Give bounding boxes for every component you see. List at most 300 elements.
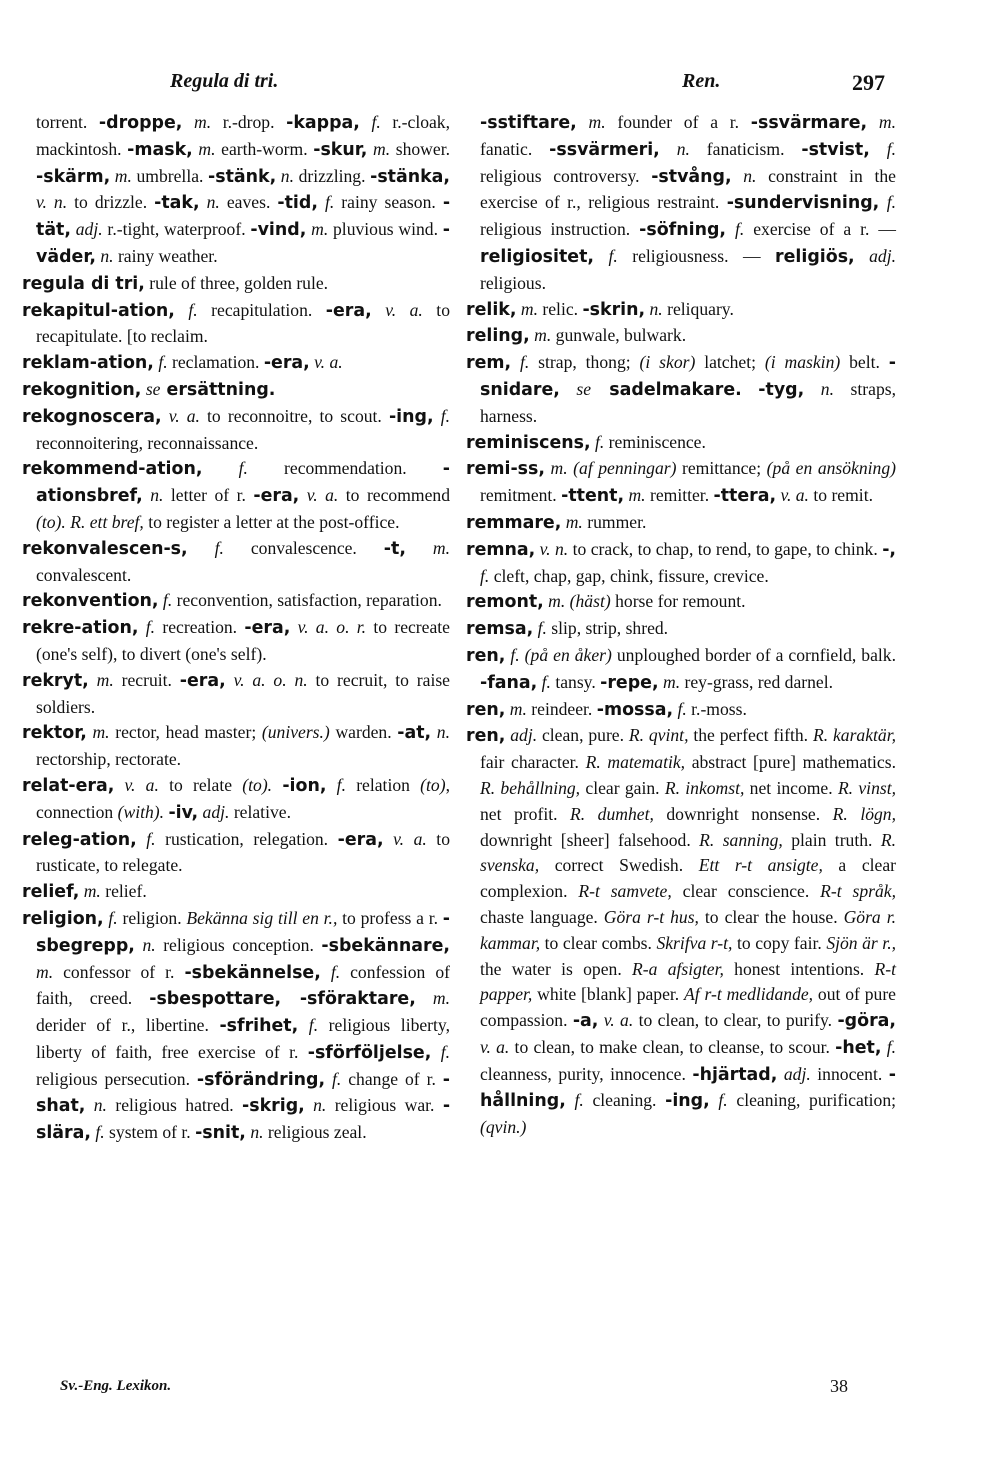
headword: -ationsbref, [36, 459, 451, 507]
headword: sadelmakare. [591, 379, 742, 400]
running-head-right: Ren. [682, 70, 721, 92]
definition-text: umbrella. [131, 165, 209, 186]
definition-text: torrent. [36, 112, 99, 132]
definition-text: to reconnoitre, to scout. [199, 405, 389, 426]
grammar-label: m. [867, 112, 896, 132]
dictionary-entry [22, 110, 450, 271]
page-header [0, 70, 992, 100]
dictionary-entry [466, 537, 896, 590]
definition-text: fair character. [480, 752, 586, 773]
headword: -stänk, [208, 166, 277, 187]
grammar-label: f. [320, 961, 341, 982]
headword: religiös, [775, 246, 855, 267]
dictionary-entry [22, 773, 450, 827]
definition-text: , connection [36, 774, 450, 822]
grammar-label: Ett r-t ansigte, [698, 855, 823, 876]
definition-text: plain truth. [782, 829, 881, 850]
definition-text: religious controversy. [480, 165, 652, 186]
grammar-label: m. [306, 219, 329, 240]
grammar-label: Göra r. kammar, [480, 906, 896, 953]
definition-text: reconnoitering, reconnaissance. [36, 432, 259, 453]
definition-text: religious persecution. [36, 1068, 197, 1089]
dictionary-entry [22, 668, 450, 721]
definition-text: religious conception. [155, 934, 322, 955]
definition-text: abstract [pure] mathematics. [685, 752, 896, 773]
definition-text: rectorship, rectorate. [36, 749, 182, 770]
grammar-label: m. [405, 537, 450, 558]
definition-text: downright nonsense. [653, 803, 833, 824]
definition-text: confessor of r. [53, 961, 185, 982]
definition-text: relative. [229, 801, 291, 822]
definition-text [272, 775, 282, 795]
definition-text: change of r. [341, 1068, 443, 1089]
grammar-label: R. sanning, [699, 829, 783, 850]
grammar-label: (i skor) [639, 352, 696, 373]
headword: -skärm, [36, 166, 111, 187]
dictionary-entry [22, 404, 450, 457]
definition-text: religious zeal. [263, 1122, 367, 1143]
grammar-label: (i maskin) [764, 352, 841, 373]
grammar-label: f. [590, 431, 605, 452]
definition-text: warden. [329, 722, 398, 743]
headword: -ion, [282, 775, 327, 796]
grammar-label: adj. [854, 245, 897, 266]
grammar-label: f. (på en åker) [505, 644, 612, 665]
signature-mark: Sv.-Eng. Lexikon. [60, 1378, 172, 1394]
headword: ren, [466, 726, 506, 747]
definition-text: religious hatred. [106, 1095, 243, 1116]
dictionary-entry [466, 456, 896, 510]
grammar-label: f. [298, 1015, 319, 1036]
definition-text: reconvention, satisfaction, reparation. [172, 590, 442, 611]
grammar-label: Sjön är r., [826, 932, 896, 953]
dictionary-entry [22, 377, 450, 404]
grammar-label: adj. [198, 801, 230, 822]
headword: regula di tri, [22, 273, 145, 294]
grammar-label: m. [624, 485, 646, 506]
definition-text: convalescence. [223, 537, 384, 558]
grammar-label: (to) [420, 774, 446, 795]
grammar-label: m. [415, 988, 450, 1009]
headword: rekryt, [22, 670, 89, 691]
headword: -iv, [168, 802, 199, 823]
headword: -skrig, [242, 1096, 305, 1117]
grammar-label: f. [565, 1090, 584, 1111]
definition-text: recruit. [113, 669, 180, 690]
definition-text: clear gain. [580, 777, 665, 798]
definition-text: reminiscence. [604, 431, 706, 452]
grammar-label: f. [594, 245, 618, 266]
dictionary-entry [466, 589, 896, 616]
definition-text: founder of a r. [605, 112, 751, 132]
grammar-label: f. [326, 774, 346, 795]
definition-text: convalescent. [36, 564, 132, 585]
headword: -sbespottare, -sföraktare, [149, 989, 416, 1010]
definition-text: net profit. [480, 803, 571, 824]
grammar-label: f. [480, 565, 490, 586]
grammar-label: v. a. [776, 485, 809, 506]
definition-text: rule of three, golden rule. [144, 272, 329, 293]
dictionary-entry [466, 430, 896, 457]
definition-text: recreation. [155, 617, 245, 638]
definition-text: confession of faith, creed. [36, 961, 450, 1009]
definition-text: pluvious wind. [328, 219, 443, 240]
grammar-label: se [559, 378, 592, 399]
dictionary-entry [466, 510, 896, 537]
definition-text: slip, strip, shred. [546, 618, 669, 639]
definition-text: eaves. [219, 192, 278, 213]
definition-text: relic. [537, 298, 583, 319]
definition-text: cleft, chap, gap, chink, fissure, crevice. [489, 565, 769, 586]
grammar-label: R. svenska, [480, 829, 896, 876]
grammar-label: se [141, 378, 161, 399]
grammar-label: f. [138, 617, 156, 638]
grammar-label: f. [153, 352, 168, 373]
definition-text: the water is open. [480, 958, 633, 979]
dictionary-entry [22, 350, 450, 377]
grammar-label: f. [537, 671, 551, 692]
grammar-label: R. behållning, [480, 777, 581, 798]
definition-text: to copy fair. [732, 932, 827, 953]
signature-number: 38 [830, 1376, 848, 1396]
definition-text: reliquary. [662, 298, 734, 319]
definition-text: clean, pure. [537, 725, 629, 746]
grammar-label: R-a afsigter, [632, 958, 724, 979]
grammar-label: v. a. [480, 1036, 510, 1057]
headword: remont, [466, 592, 544, 613]
dictionary-entry [466, 110, 896, 297]
page-number: 297 [852, 70, 885, 95]
grammar-label: m. [516, 298, 538, 319]
grammar-label: (qvin.) [480, 1117, 527, 1138]
grammar-label: m. [110, 165, 132, 186]
definition-text: to clear the house. [698, 906, 844, 927]
definition-text: gunwale, bulwark. [551, 325, 687, 346]
grammar-label: n. [85, 1095, 107, 1116]
headword: -tyg, [758, 379, 805, 400]
headword: -mossa, [596, 699, 674, 720]
grammar-label: f. [136, 828, 156, 849]
dictionary-entry [22, 906, 450, 1147]
dictionary-entry [466, 616, 896, 643]
definition-text: to profess a r. [337, 907, 443, 928]
headword: -sundervisning, [726, 193, 880, 214]
definition-text: cleaning, purification; [727, 1090, 897, 1111]
definition-text: to clean, to clear, to purify. [633, 1010, 838, 1031]
definition-text: system of r. [104, 1122, 196, 1143]
grammar-label: f. [90, 1122, 105, 1143]
definition-text: rainy weather. [113, 245, 218, 266]
grammar-label: (to). [242, 774, 273, 795]
grammar-label: m. [192, 138, 216, 159]
definition-text: rector, head master; [109, 722, 262, 743]
headword: -sfrihet, [219, 1016, 299, 1037]
grammar-label: f. [317, 192, 335, 213]
grammar-label: m. [36, 961, 54, 982]
dictionary-entry [466, 643, 896, 697]
dictionary-entry [466, 697, 896, 724]
dictionary-entry [466, 323, 896, 350]
headword: relik, [466, 299, 517, 320]
grammar-label: R. matematik, [585, 752, 686, 773]
definition-text: horse for remount. [610, 591, 746, 612]
headword: -sbekännare, [321, 935, 450, 956]
definition-text: r.-drop. [211, 112, 287, 132]
headword: rekre-ation, [22, 618, 139, 639]
definition-text: honest intentions. [723, 958, 875, 979]
definition-text: r.-moss. [686, 698, 747, 719]
definition-text: derider of r., libertine. [36, 1015, 220, 1036]
definition-text: constraint in the exercise of r., religious restraint. [480, 165, 896, 213]
headword: reklam-ation, [22, 353, 154, 374]
definition-text: remittance; [676, 458, 767, 479]
definition-text: rummer. [582, 511, 647, 532]
headword: -snidare, [480, 353, 897, 400]
headword: religiositet, [480, 246, 594, 267]
grammar-label: f. [533, 618, 547, 639]
definition-text: religious instruction. [480, 219, 640, 240]
left-column [22, 110, 450, 1147]
grammar-label: n. [134, 934, 156, 955]
headword: -tak, [154, 193, 200, 214]
grammar-label: R. lögn, [832, 803, 896, 824]
grammar-label: adj. [505, 725, 538, 746]
grammar-label: n. [645, 298, 663, 319]
definition-text: religious liberty, liberty of faith, free exercise of r. [36, 1015, 450, 1062]
headword: -skur, [313, 139, 368, 160]
definition-text: relief. [100, 881, 147, 902]
headword: -stänka, [370, 166, 451, 187]
grammar-label: R. inkomst, [664, 777, 745, 798]
grammar-label: n. [431, 722, 450, 743]
grammar-label: m. [86, 722, 110, 743]
grammar-label: m. (af penningar) [544, 458, 677, 479]
definition-text [742, 379, 759, 399]
running-head-left: Regula di tri. [170, 70, 279, 92]
grammar-label: n. [142, 485, 164, 506]
grammar-label: f. [174, 299, 198, 320]
grammar-label: Skrifva r-t, [656, 932, 733, 953]
headword: -era, [253, 486, 300, 507]
grammar-label: m. [79, 881, 101, 902]
definition-text: to crack, to chap, to rend, to gape, to chink. [568, 538, 883, 559]
definition-text: religious war. [326, 1095, 443, 1116]
grammar-label: m. [367, 138, 391, 159]
grammar-label: f. [869, 138, 896, 159]
grammar-label: Bekänna sig till en r., [186, 907, 338, 928]
dictionary-entry [22, 298, 450, 351]
definition-text: religious. [480, 272, 546, 293]
grammar-label: f. [359, 112, 381, 132]
headword: -sbegrepp, [36, 908, 451, 956]
headword: -stvist, [801, 139, 870, 160]
grammar-label: v. a. [371, 299, 423, 320]
grammar-label: R. dumhet, [570, 803, 654, 824]
grammar-label: Göra r-t hus, [603, 906, 699, 927]
definition-text: remitter. [645, 485, 714, 506]
definition-text: exercise of a r. — [744, 219, 897, 240]
grammar-label: v. a. [299, 485, 339, 506]
dictionary-entry [466, 297, 896, 324]
grammar-label: n. [731, 165, 757, 186]
definition-text: r.-cloak, mackintosh. [36, 112, 451, 159]
headword: -sstiftare, [480, 113, 577, 133]
definition-text: religiousness. — [617, 245, 776, 266]
definition-text: tansy. [550, 671, 601, 692]
grammar-label: f. [879, 192, 896, 213]
grammar-label: m. [182, 112, 212, 132]
definition-text: shower. [390, 138, 450, 159]
definition-text: religion. [117, 907, 187, 928]
headword: relat-era, [22, 775, 115, 796]
definition-text: reindeer. [526, 698, 597, 719]
headword: -era, [244, 618, 291, 639]
headword: remna, [466, 539, 536, 560]
grammar-label: R. karaktär, [812, 725, 897, 746]
headword: -ing, [388, 406, 434, 427]
grammar-label: f. [431, 1041, 451, 1062]
definition-text: cleanness, purity, innocence. [480, 1063, 693, 1084]
headword: -ssvärmare, [750, 113, 868, 133]
definition-text: to recruit, to raise soldiers. [36, 669, 450, 717]
headword: -stvång, [651, 166, 732, 187]
headword: remi-ss, [466, 459, 545, 480]
headword: rekommend-ation, [22, 459, 203, 480]
headword: -kappa, [286, 113, 360, 133]
definition-text: clear conscience. [671, 881, 821, 902]
grammar-label: (på en ansökning) [766, 458, 896, 479]
definition-text: to recreate (one's self), to divert (one's self). [36, 617, 450, 664]
definition-text: innocent. [810, 1063, 889, 1084]
definition-text: recommendation. [247, 458, 443, 479]
definition-text: cleaning. [583, 1090, 666, 1111]
headword: -at, [397, 723, 432, 744]
grammar-label: v. a. [161, 405, 200, 426]
definition-text: belt. [840, 352, 889, 373]
definition-text: out of pure compassion. [480, 984, 896, 1031]
headword: -t, [383, 538, 406, 559]
headword: relief, [22, 882, 80, 903]
headword: -era, [337, 829, 384, 850]
headword: rekonvalescen-s, [22, 538, 188, 559]
headword: -hjärtad, [692, 1064, 778, 1085]
grammar-label: v. a. [114, 774, 159, 795]
dictionary-entry [22, 588, 450, 615]
definition-text: net income. [744, 777, 838, 798]
grammar-label: R. vinst, [837, 777, 896, 798]
headword: religion, [22, 908, 104, 929]
definition-text: to remit. [808, 485, 873, 506]
dictionary-entry [22, 536, 450, 589]
dictionary-entry [22, 720, 450, 773]
definition-text: earth-worm. [215, 138, 314, 159]
definition-text: to register a letter at the post-office. [143, 511, 400, 532]
headword: -ssvärmeri, [549, 139, 660, 160]
grammar-label: v. a. [598, 1010, 634, 1031]
definition-text: strap, thong; [529, 352, 640, 373]
grammar-label: adj. [777, 1063, 811, 1084]
headword: -het, [835, 1037, 882, 1058]
headword: -sförföljelse, [307, 1042, 432, 1063]
grammar-label: n. [245, 1122, 264, 1143]
definition-text: a clear complexion. [480, 855, 896, 902]
definition-text: to relate [158, 774, 243, 795]
grammar-label: (to). R. ett bref, [36, 511, 144, 532]
grammar-label: v. n. [535, 538, 569, 559]
grammar-label: (with). [117, 801, 165, 822]
headword: -hållning, [480, 1064, 897, 1112]
grammar-label: R-t språk, [820, 881, 896, 902]
headword: -slära, [36, 1096, 451, 1144]
grammar-label: n. [276, 165, 294, 186]
grammar-label: R-t papper, [480, 958, 896, 1005]
definition-text: correct Swedish. [539, 855, 699, 876]
headword: reminiscens, [466, 432, 591, 453]
definition-text: latchet; [695, 352, 765, 373]
definition-text: to clean, to make clean, to cleanse, to scour. [509, 1036, 836, 1057]
definition-text: reclamation. [167, 352, 264, 373]
dictionary-entry [22, 827, 450, 880]
dictionary-entry [22, 879, 450, 906]
headword: ren, [466, 699, 506, 720]
headword: rekognoscera, [22, 406, 162, 427]
definition-text: to rusticate, to relegate. [36, 828, 450, 876]
grammar-label: f. [187, 537, 224, 558]
headword: reling, [466, 326, 530, 347]
dictionary-entry [22, 456, 450, 535]
headword: -ttera, [713, 486, 777, 507]
grammar-label: n. [804, 378, 834, 399]
definition-text: downright [sheer] falsehood. [480, 829, 700, 850]
definition-text: drizzling. [293, 165, 371, 186]
headword: -ttent, [561, 486, 625, 507]
definition-text: unploughed border of a cornfield, balk. [611, 644, 896, 665]
right-column [466, 110, 896, 1141]
grammar-label: m. [505, 698, 527, 719]
grammar-label: v. a. o. n. [225, 669, 308, 690]
definition-text: remitment. [480, 485, 562, 506]
definition-text: white [blank] paper. [532, 984, 685, 1005]
headword: -a, [572, 1011, 599, 1032]
grammar-label: m. (häst) [543, 591, 611, 612]
headword: -sbekännelse, [184, 962, 321, 983]
headword: ren, [466, 645, 506, 666]
grammar-label: (univers.) [261, 722, 330, 743]
headword: remsa, [466, 619, 534, 640]
definition-text: to drizzle. [67, 192, 155, 213]
grammar-label: Af r-t medlidande, [684, 984, 814, 1005]
headword: -vind, [250, 220, 307, 241]
headword: rektor, [22, 723, 87, 744]
grammar-label: f. [325, 1068, 342, 1089]
grammar-label: f. [709, 1090, 728, 1111]
grammar-label: f. [433, 405, 450, 426]
grammar-label: n. [304, 1095, 327, 1116]
dictionary-entry [22, 271, 450, 298]
dictionary-entry [466, 350, 896, 429]
grammar-label: v. a. [309, 352, 343, 373]
grammar-label: f. [202, 458, 248, 479]
definition-text: to recommend [338, 485, 450, 506]
headword: rekapitul-ation, [22, 300, 175, 321]
definition-text: fanaticism. [689, 138, 802, 159]
grammar-label: f. [726, 219, 745, 240]
headword: -väder, [36, 220, 450, 267]
definition-text: fanatic. [480, 138, 550, 159]
definition-text: relation [345, 774, 421, 795]
headword: -ing, [665, 1091, 710, 1112]
grammar-label: R. qvint, [628, 725, 689, 746]
